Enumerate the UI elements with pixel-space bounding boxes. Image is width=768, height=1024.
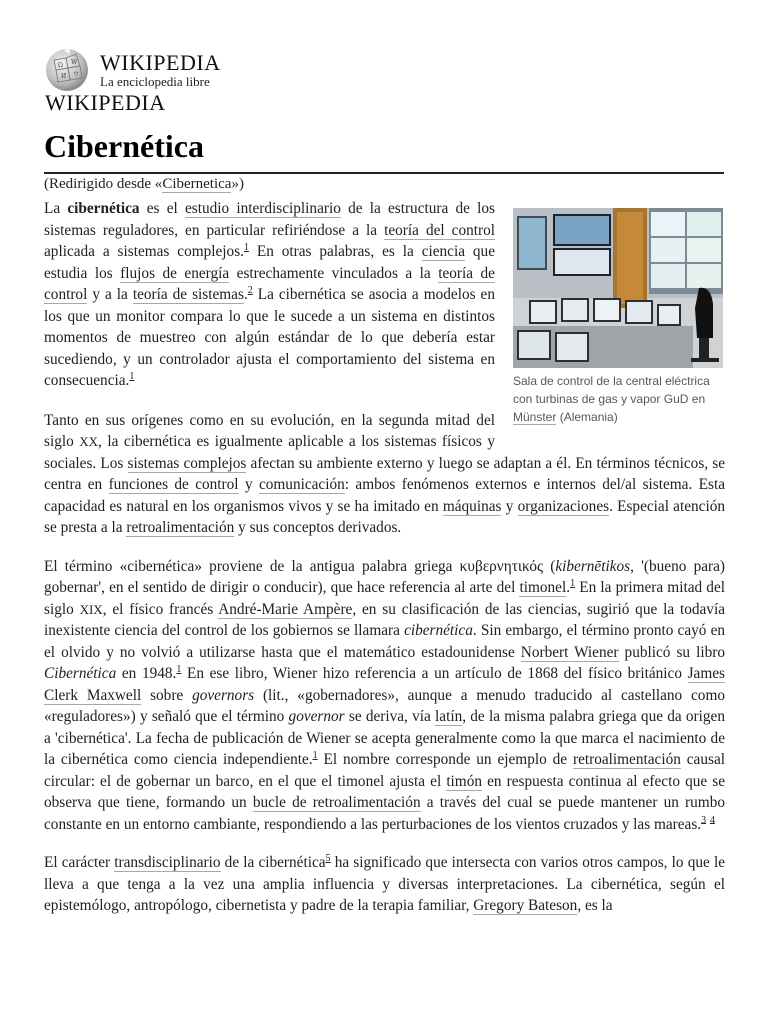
article-body (44, 198, 725, 934)
link-andre-marie-ampere[interactable]: André-Marie Ampère (218, 600, 353, 618)
link-funciones-de-control[interactable]: funciones de control (108, 476, 239, 493)
link-retroalimentacion[interactable]: retroalimentación (572, 751, 681, 768)
link-ciencia[interactable]: ciencia (421, 243, 465, 260)
link-retroalimentacion[interactable]: retroalimentación (126, 519, 235, 536)
link-norbert-wiener[interactable]: Norbert Wiener (520, 643, 619, 661)
link-transdisciplinario[interactable]: transdisciplinario (114, 854, 221, 871)
figure-caption: Sala de control de la central eléctrica con turbinas de gas y vapor GuD en Münster (Alemania) (513, 374, 710, 424)
svg-text:И: И (61, 73, 67, 80)
puzzle-globe-icon (44, 46, 90, 92)
paragraph-4: El carácter transdisciplinario de la cibernética$^5$ ha significado que intersecta con varios otros campos, lo que le lleva a que tenga a la vez una amplia influencia y diversas interpretaciones. La cibernética, según el epistemólogo, antropólogo, cibernetista y padre de la terapia familiar, Gregory Bateson, es la (44, 852, 725, 914)
link-latin[interactable]: latín (435, 708, 463, 725)
logo-wordmark: WIKIPEDIA (100, 50, 221, 75)
term-bold: cibernética (67, 200, 140, 217)
link-flujos-de-energia[interactable]: flujos de energía (120, 264, 230, 282)
figure-thumbnail (513, 208, 725, 426)
ref-1[interactable]: 1 (176, 663, 182, 675)
paragraph-1: La cibernética es el estudio interdisciplinario de la estructura de los sistemas reguladores, en particular refiriéndose a la teoría del control aplicada a sistemas complejos.$^1$ En otras palabras, es la ciencia que estudia los flujos de energía estrechamente vinculados a la teoría de control y a la teoría de sistemas.$^2$ La cibernética se asocia a modelos en los que un monitor compara lo que le sucede a un sistema en distintos momentos de muestreo con algún estándar de lo que debería estar sucediendo, y un controlador ajusta el comportamiento del sistema en consecuencia.$^1$ (44, 200, 495, 389)
caption-link-munster[interactable]: Münster (513, 410, 557, 424)
ref-2[interactable]: 2 (247, 284, 253, 296)
link-bucle-de-retroalimentacion[interactable]: bucle de retroalimentación (252, 794, 421, 811)
link-gregory-bateson[interactable]: Gregory Bateson (473, 897, 578, 914)
ref-1[interactable]: 1 (312, 749, 318, 761)
paragraph-2: Tanto en sus orígenes como en su evolución, en la segunda mitad del siglo XX, la cibernética es igualmente aplicable a los sistemas físicos y sociales. Los sistemas complejos afectan su ambiente externo y luego se adaptan a él. En términos técnicos, se centra en funciones de control y comunicación: ambos fenómenos externos e internos del/al sistema. Esta capacidad es natural en los organismos vivos y se ha imitado en máquinas y organizaciones. Especial atención se presta a la retroalimentación y sus conceptos derivados. (44, 411, 726, 536)
ref-1[interactable]: 1 (129, 370, 135, 382)
link-james-clerk-maxwell[interactable]: James Clerk Maxwell (44, 665, 725, 704)
link-timonel[interactable]: timonel (519, 579, 567, 596)
ref-1[interactable]: 1 (243, 241, 249, 253)
link-teoria-de-sistemas[interactable]: teoría de sistemas (132, 286, 244, 303)
link-teoria-de-control[interactable]: teoría de control (44, 264, 495, 303)
site-wordmark[interactable]: WIKIPEDIA (45, 90, 166, 115)
link-sistemas-complejos[interactable]: sistemas complejos (127, 454, 247, 472)
link-teoria-del-control[interactable]: teoría del control (384, 221, 495, 239)
link-maquinas[interactable]: máquinas (442, 497, 502, 515)
link-comunicacion[interactable]: comunicación (258, 476, 345, 493)
paragraph-3: El término «cibernética» proviene de la antigua palabra griega κυβερνητικός (kibernētikos, '(bueno para) gobernar', en el sentido de dirigir o conducir), que hace referencia al arte del timonel.$^1$ En la primera mitad del siglo XIX, el físico francés André-Marie Ampère, en su clasificación de las ciencias, sugirió que la todavía inexistente ciencia del control de los gobiernos se llamara cibernética. Sin embargo, el término pronto cayó en el olvido y no volvió a utilizarse hasta que el matemático estadounidense Norbert Wiener publicó su libro Cibernética en 1948.$^1$ En ese libro, Wiener hizo referencia a un artículo de 1868 del físico británico James Clerk Maxwell sobre governors (lit., «gobernadores», aunque a menudo traducido al castellano como «reguladores») y señaló que el término governor se deriva, vía latín, de la misma palabra griega que da origen a 'cibernética'. La fecha de publicación de Wiener se acepta generalmente como la que marca el nacimiento de la cibernética como ciencia independiente.$^1$ El nombre corresponde un ejemplo de retroalimentación causal circular: el de gobernar un barco, en el que el timonel ajusta el timón en respuesta continua al efecto que se observa que tiene, formando un bucle de retroalimentación a través del cual se puede mantener un rumbo constante en un entorno cambiante, respondiendo a las perturbaciones de los vientos cruzados y las mareas.$^3$ $^4$ (44, 557, 726, 833)
link-estudio-interdisciplinario[interactable]: estudio interdisciplinario (184, 200, 341, 217)
svg-text:Ω: Ω (58, 62, 63, 69)
ref-1[interactable]: 1 (570, 577, 576, 589)
ref-3[interactable]: 3 (701, 814, 707, 826)
control-room-image[interactable] (513, 208, 723, 368)
ref-5[interactable]: 5 (325, 852, 331, 864)
svg-text:W: W (71, 59, 78, 66)
link-timon[interactable]: timón (446, 772, 483, 790)
page-title: Cibernética (44, 128, 204, 164)
ref-4[interactable]: 4 (709, 814, 715, 826)
redirect-notice: (Redirigido desde «Cibernetica») (44, 176, 244, 192)
svg-text:ウ: ウ (73, 71, 80, 78)
link-organizaciones[interactable]: organizaciones (517, 497, 610, 515)
logo-tagline: La enciclopedia libre (100, 74, 210, 89)
redirect-link[interactable]: Cibernetica (162, 176, 232, 192)
